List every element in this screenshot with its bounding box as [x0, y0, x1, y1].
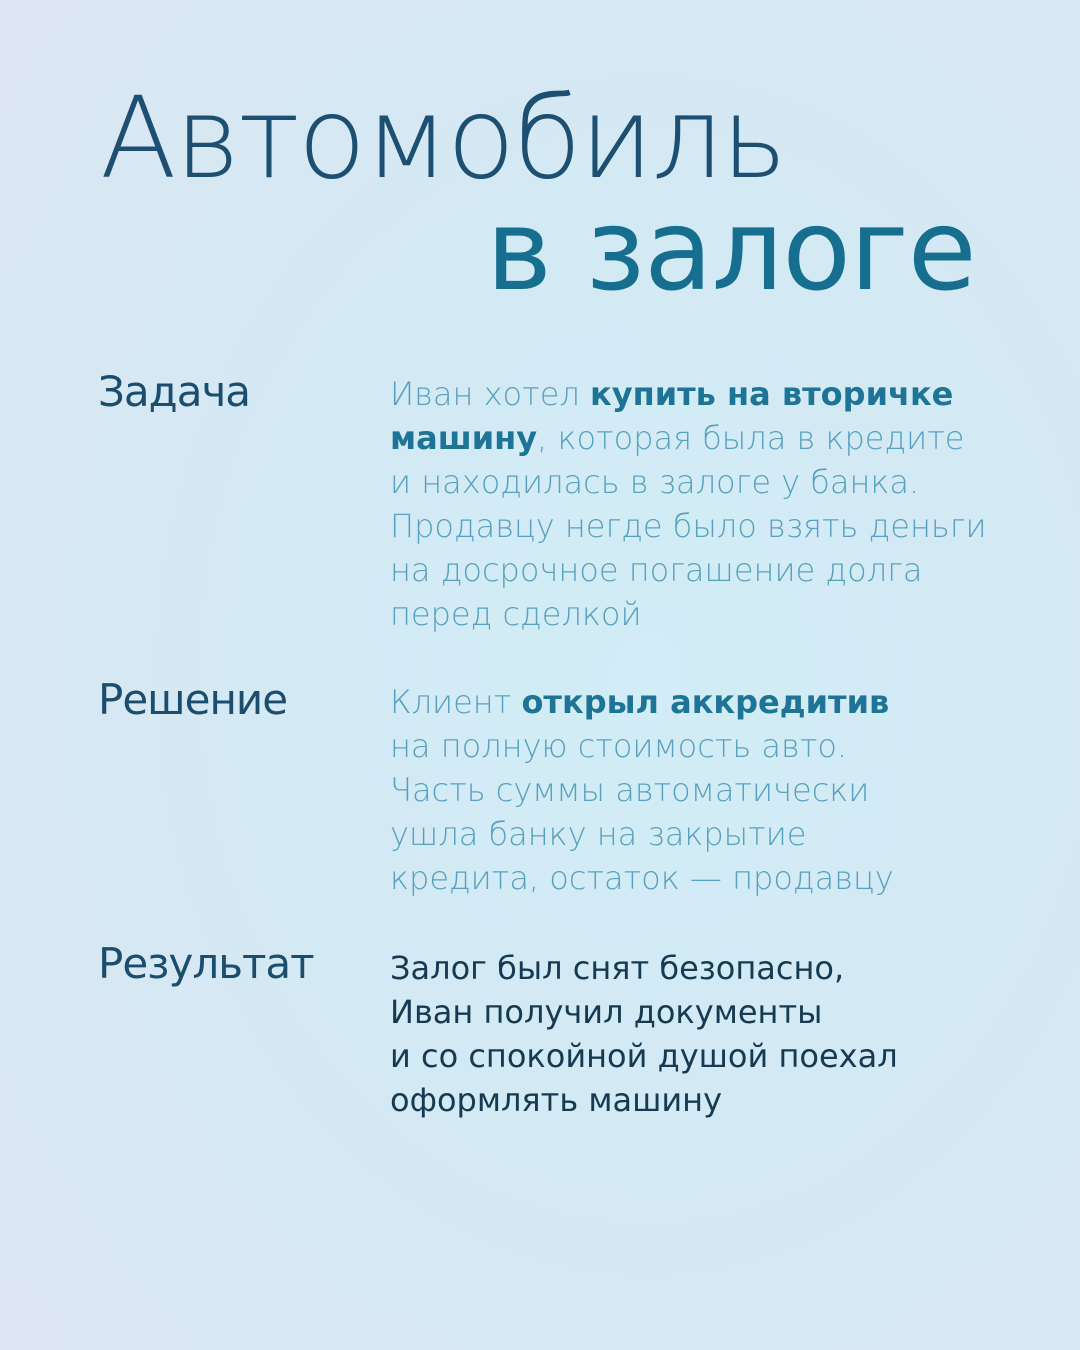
body-line	[390, 946, 1050, 990]
highlight-text: купить на вторичке	[590, 375, 954, 413]
section-body-task	[390, 372, 1050, 636]
section-body-result	[390, 946, 1050, 1122]
body-line	[390, 548, 1050, 592]
body-text: Иван хотел	[390, 375, 590, 413]
body-text: Продавцу негде было взять деньги	[390, 507, 987, 545]
body-text: на досрочное погашение долга	[390, 551, 923, 589]
body-text: Иван получил документы	[390, 993, 823, 1031]
body-text: перед сделкой	[390, 595, 642, 633]
section-label-result: Результат	[98, 939, 314, 988]
body-line	[390, 812, 1050, 856]
section-label-task: Задача	[98, 367, 250, 416]
body-text: и находилась в залоге у банка.	[390, 463, 920, 501]
body-text: Часть суммы автоматически	[390, 771, 870, 809]
body-text: ушла банку на закрытие	[390, 815, 807, 853]
body-line	[390, 1034, 1050, 1078]
body-text: на полную стоимость авто.	[390, 727, 848, 765]
title-line-1: Автомобиль	[100, 74, 786, 204]
body-line	[390, 680, 1050, 724]
body-text: Клиент	[390, 683, 522, 721]
section-label-solution: Решение	[98, 675, 288, 724]
body-line	[390, 768, 1050, 812]
body-line	[390, 856, 1050, 900]
body-line	[390, 1078, 1050, 1122]
body-text: Залог был снят безопасно,	[390, 949, 845, 987]
highlight-text: машину	[390, 419, 538, 457]
highlight-text: открыл аккредитив	[521, 683, 890, 721]
body-text: , которая была в кредите	[537, 419, 965, 457]
body-line	[390, 416, 1050, 460]
title-line-2: в залоге	[486, 186, 976, 316]
body-text: оформлять машину	[390, 1081, 723, 1119]
body-text: кредита, остаток — продавцу	[390, 859, 894, 897]
body-line	[390, 372, 1050, 416]
body-line	[390, 724, 1050, 768]
body-line	[390, 592, 1050, 636]
body-line	[390, 504, 1050, 548]
body-line	[390, 460, 1050, 504]
body-line	[390, 990, 1050, 1034]
section-body-solution	[390, 680, 1050, 900]
body-text: и со спокойной душой поехал	[390, 1037, 898, 1075]
